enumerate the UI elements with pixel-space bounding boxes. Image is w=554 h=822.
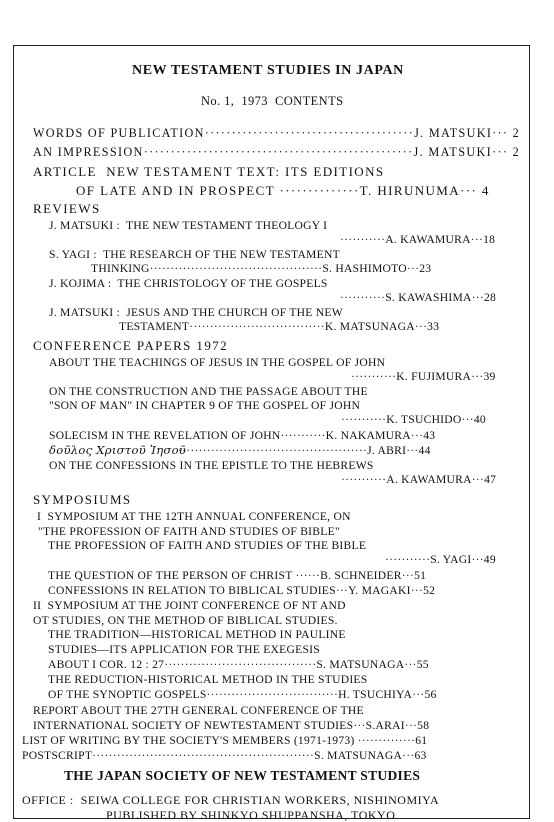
toc-entry: I SYMPOSIUM AT THE 12TH ANNUAL CONFERENCE, ON <box>37 510 351 523</box>
toc-entry: ···········K. TSUCHIDO···40 <box>341 413 486 426</box>
toc-entry: J. MATSUKI : JESUS AND THE CHURCH OF THE NEW <box>49 306 343 319</box>
toc-entry: ···········A. KAWAMURA···18 <box>340 233 496 246</box>
toc-entry: J. KOJIMA : THE CHRISTOLOGY OF THE GOSPELS <box>49 277 328 290</box>
toc-entry: OT STUDIES, ON THE METHOD OF BIBLICAL STUDIES. <box>33 614 338 627</box>
section-heading: SYMPOSIUMS <box>33 492 132 507</box>
toc-entry: ABOUT THE TEACHINGS OF JESUS IN THE GOSPEL OF JOHN <box>49 356 386 369</box>
toc-entry: ···········K. FUJIMURA···39 <box>351 370 496 383</box>
toc-entry: II SYMPOSIUM AT THE JOINT CONFERENCE OF NT AND <box>33 599 346 612</box>
toc-entry-greek-title: δοῦλος Χριστοῦ Ἰησοῦ <box>49 443 187 457</box>
toc-entry: J. MATSUKI : THE NEW TESTAMENT THEOLOGY I <box>49 219 328 232</box>
toc-entry: INTERNATIONAL SOCIETY OF NEWTESTAMENT STUDIES···S.ARAI···58 <box>33 719 430 732</box>
toc-entry: ON THE CONSTRUCTION AND THE PASSAGE ABOUT THE <box>49 385 368 398</box>
toc-entry: WORDS OF PUBLICATION·······································J. MATSUKI··· 2 <box>33 125 521 140</box>
toc-entry: CONFESSIONS IN RELATION TO BIBLICAL STUDIES···Y. MAGAKI···52 <box>48 584 436 597</box>
toc-entry: "THE PROFESSION OF FAITH AND STUDIES OF BIBLE" <box>38 525 340 538</box>
toc-entry: REPORT ABOUT THE 27TH GENERAL CONFERENCE OF THE <box>33 704 364 717</box>
toc-entry: ···········S. KAWASHIMA···28 <box>340 291 497 304</box>
publisher-line: PUBLISHED BY SHINKYO SHUPPANSHA, TOKYO <box>106 808 396 822</box>
toc-entry-leader: ··············································J. ABRI···44 <box>178 444 431 457</box>
toc-entry: OF LATE AND IN PROSPECT ··············T. HIRUNUMA··· 4 <box>76 183 490 198</box>
section-heading: CONFERENCE PAPERS 1972 <box>33 338 229 353</box>
toc-entry: STUDIES—ITS APPLICATION FOR THE EXEGESIS <box>48 643 320 656</box>
toc-entry: THE REDUCTION-HISTORICAL METHOD IN THE STUDIES <box>48 673 368 686</box>
toc-entry: THE PROFESSION OF FAITH AND STUDIES OF THE BIBLE <box>48 539 367 552</box>
toc-entry: TESTAMENT·································K. MATSUNAGA···33 <box>119 320 440 333</box>
issue-subtitle: No. 1, 1973 CONTENTS <box>201 94 344 108</box>
toc-entry: ···········A. KAWAMURA···47 <box>341 473 497 486</box>
toc-entry: OF THE SYNOPTIC GOSPELS································H. TSUCHIYA···56 <box>48 688 437 701</box>
page-title: NEW TESTAMENT STUDIES IN JAPAN <box>132 63 404 78</box>
toc-entry: ···········S. YAGI···49 <box>385 553 496 566</box>
toc-entry: AN IMPRESSION··················································J. MATSUKI··· 2 <box>33 144 521 159</box>
section-heading: REVIEWS <box>33 201 101 216</box>
toc-entry: S. YAGI : THE RESEARCH OF THE NEW TESTAMENT <box>49 248 340 261</box>
toc-entry: LIST OF WRITING BY THE SOCIETY'S MEMBERS (1971-1973) ··············61 <box>22 734 428 747</box>
toc-entry: ON THE CONFESSIONS IN THE EPISTLE TO THE HEBREWS <box>49 459 374 472</box>
toc-entry: THE TRADITION—HISTORICAL METHOD IN PAULINE <box>48 628 346 641</box>
toc-entry: ABOUT I COR. 12 : 27·····································S. MATSUNAGA···55 <box>48 658 429 671</box>
society-name: THE JAPAN SOCIETY OF NEW TESTAMENT STUDIES <box>64 768 421 783</box>
toc-entry: "SON OF MAN" IN CHAPTER 9 OF THE GOSPEL OF JOHN <box>49 399 361 412</box>
toc-entry: THE QUESTION OF THE PERSON OF CHRIST ······B. SCHNEIDER···51 <box>48 569 427 582</box>
office-address: OFFICE : SEIWA COLLEGE FOR CHRISTIAN WORKERS, NISHINOMIYA <box>22 793 440 807</box>
toc-entry: THINKING··········································S. HASHIMOTO···23 <box>91 262 432 275</box>
toc-entry: POSTSCRIPT······················································S. MATSUNAGA···63 <box>22 749 427 762</box>
toc-entry: ARTICLE NEW TESTAMENT TEXT: ITS EDITIONS <box>33 164 385 179</box>
toc-entry: SOLECISM IN THE REVELATION OF JOHN···········K. NAKAMURA···43 <box>49 429 436 442</box>
